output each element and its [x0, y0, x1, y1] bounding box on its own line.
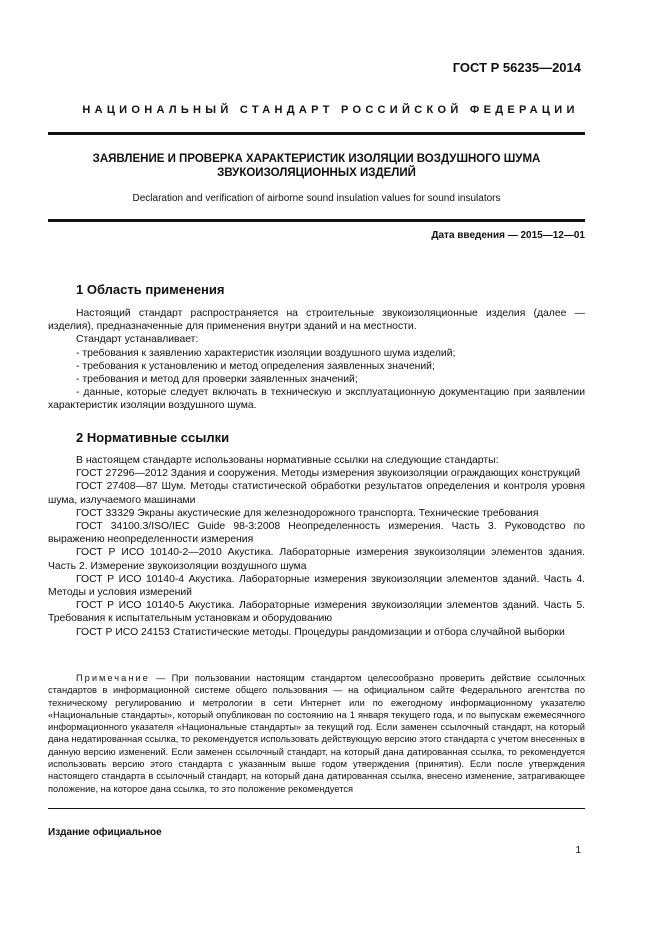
normative-reference: ГОСТ 27296—2012 Здания и сооружения. Методы измерения звукоизоляции ограждающих конструкций	[76, 468, 581, 480]
doc-title-line2: ЗВУКОИЗОЛЯЦИОННЫХ ИЗДЕЛИЙ	[217, 167, 416, 179]
note-text: — При пользовании настоящим стандартом целесообразно проверить действие ссылочных стандартов в информационной системе общего пользования — на официальном сайте Федерального агентства по техническому регулированию и метрологии в сети Интернет или по ежегодному информационному указателю «Национальные стандарты», который опубликован по состоянию на 1 января текущего года, и по выпускам ежемесячного информационного указателя «Национальные стандарты» за текущий год. Если заменен ссылочный стандарт, на который дана недатированная ссылка, то рекомендуется использовать действующую версию этого стандарта с учетом внесенных в данную версию изменений. Если заменен ссылочный стандарт, на который дана датированная ссылка, то рекомендуется использовать версию этого стандарта с указанным выше годом утверждения (принятия). Если после утверждения настоящего стандарта в ссылочный стандарт, на который дана датированная ссылка, внесено изменение, затрагивающее положение, на которое дана ссылка, то это положение рекомендуется	[48, 673, 585, 794]
normative-reference: ГОСТ 33329 Экраны акустические для железнодорожного транспорта. Технические требования	[76, 507, 539, 519]
normative-reference: ГОСТ Р ИСО 10140-2—2010 Акустика. Лабораторные измерения звукоизоляции элементов здания. Часть 2. Измерение звукоизоляции воздушного шума	[48, 547, 585, 572]
section1-heading: 1 Область применения	[76, 282, 225, 297]
normative-reference: ГОСТ Р ИСО 10140-4 Акустика. Лабораторные измерения звукоизоляции элементов зданий. Часть 4. Методы и условия измерений	[48, 573, 585, 599]
doc-title-english: Declaration and verification of airborne sound insulation values for sound insulators	[132, 193, 501, 204]
edition-label: Издание официальное	[48, 827, 162, 838]
note-label: Примечание	[76, 673, 150, 683]
section1-item: - требования и метод для проверки заявленных значений;	[76, 374, 358, 386]
section1-item: - требования к установлению и метод определения заявленных значений;	[76, 360, 435, 372]
section2-body	[48, 454, 585, 639]
section1-para2: Стандарт устанавливает:	[76, 334, 199, 346]
title-rule	[48, 219, 585, 222]
normative-reference: ГОСТ 27408—87 Шум. Методы статистической обработки результатов определения и контроля уровня шума, излучаемого машинами	[48, 481, 585, 506]
page-number: 1	[575, 845, 581, 856]
section1-item: - данные, которые следует включать в техническую и эксплуатационную документацию при заявлении характеристик изоляции воздушного шума.	[48, 387, 585, 412]
section1-para1: Настоящий стандарт распространяется на строительные звукоизоляционные изделия (далее — изделия), предназначенные для применения внутри зданий и на местности.	[48, 308, 585, 333]
section2-intro: В настоящем стандарте использованы нормативные ссылки на следующие стандарты:	[76, 455, 499, 466]
normative-reference: ГОСТ Р ИСО 10140-5 Акустика. Лабораторные измерения звукоизоляции элементов зданий. Часть 5. Требования к испытательным установкам и оборудованию	[48, 600, 585, 625]
introduction-date: Дата введения — 2015—12—01	[431, 230, 585, 241]
section1-body	[48, 307, 585, 413]
footer-rule	[48, 808, 585, 809]
national-standard-heading: НАЦИОНАЛЬНЫЙ СТАНДАРТ РОССИЙСКОЙ ФЕДЕРАЦИИ	[82, 104, 579, 116]
section2-heading: 2 Нормативные ссылки	[76, 430, 230, 445]
note-block	[48, 672, 585, 795]
normative-reference: ГОСТ 34100.3/ISO/IEC Guide 98-3:2008 Неопределенность измерения. Часть 3. Руководство по выражению неопределенности измерения	[48, 521, 585, 546]
header-rule	[48, 132, 585, 135]
section1-item: - требования к заявлению характеристик изоляции воздушного шума изделий;	[76, 347, 456, 359]
doc-title-line1: ЗАЯВЛЕНИЕ И ПРОВЕРКА ХАРАКТЕРИСТИК ИЗОЛЯЦИИ ВОЗДУШНОГО ШУМА	[92, 153, 541, 165]
normative-reference: ГОСТ Р ИСО 24153 Статистические методы. Процедуры рандомизации и отбора случайной выборки	[76, 626, 565, 638]
standard-id: ГОСТ Р 56235—2014	[452, 60, 581, 75]
